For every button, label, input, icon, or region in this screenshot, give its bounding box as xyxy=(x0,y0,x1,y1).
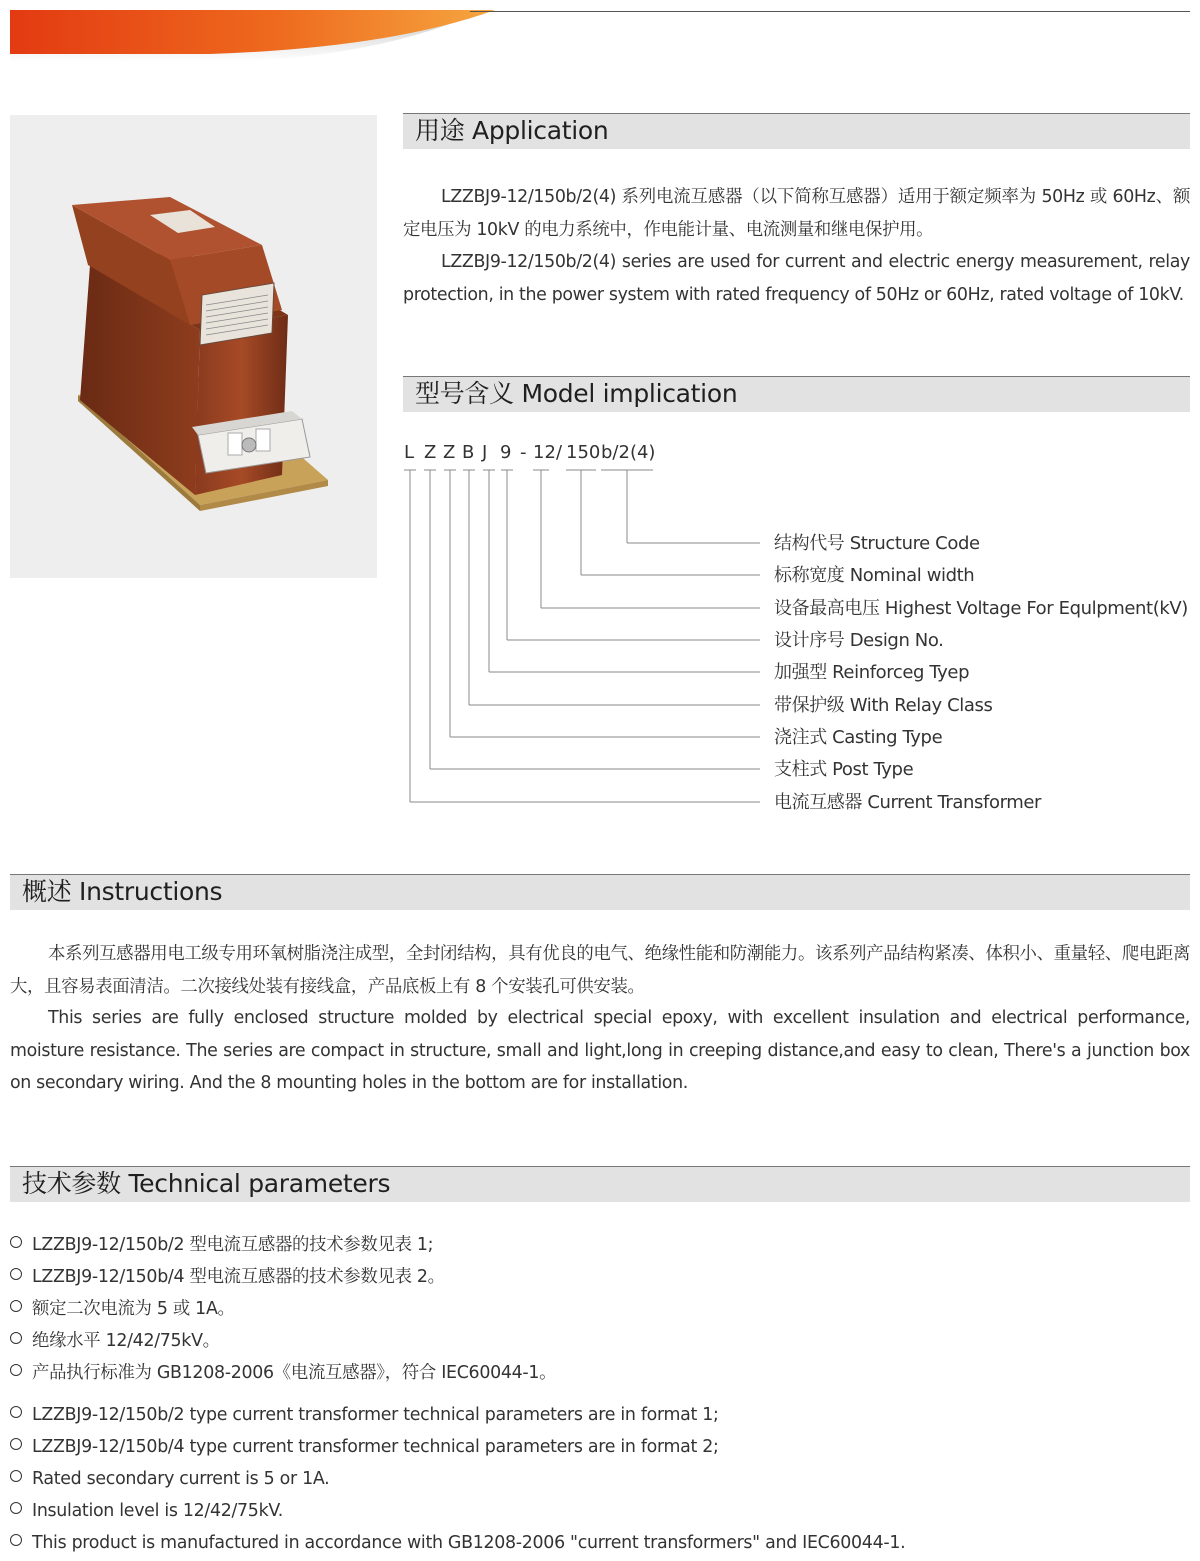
tech-bullet-en xyxy=(10,1467,329,1491)
model-code-char: L xyxy=(404,442,415,463)
legend-current-transformer: 电流互感器 Current Transformer xyxy=(774,792,1042,813)
application-paragraph-cn: LZZBJ9-12/150b/2(4) 系列电流互感器（以下简称互感器）适用于额定频率为 50Hz 或 60Hz、额定电压为 10kV 的电力系统中，作电能计量、电流测量和继电保护用。 xyxy=(403,187,1190,240)
circle-bullet-icon xyxy=(10,1406,22,1418)
technical-title: 技术参数 Technical parameters xyxy=(22,1169,391,1198)
circle-bullet-icon xyxy=(10,1438,22,1450)
tech-bullet-en xyxy=(10,1531,905,1555)
bullet-text: Rated secondary current is 5 or 1A. xyxy=(32,1469,330,1489)
model-code-char: J xyxy=(482,442,488,463)
tech-bullet-en xyxy=(10,1499,283,1523)
bullet-text: 产品执行标准为 GB1208-2006《电流互感器》，符合 IEC60044-1。 xyxy=(32,1363,557,1383)
bullet-text: Insulation level is 12/42/75kV. xyxy=(32,1501,283,1521)
instructions-header xyxy=(10,874,1190,910)
circle-bullet-icon xyxy=(10,1534,22,1546)
bullet-text: LZZBJ9-12/150b/2 type current transformer technical parameters are in format 1; xyxy=(32,1405,719,1425)
legend-nominal-width: 标称宽度 Nominal width xyxy=(774,565,975,586)
model-code-char: 9 xyxy=(500,442,512,463)
model-code-char: b/2(4) xyxy=(601,442,656,463)
application-title: 用途 Application xyxy=(415,116,609,145)
tech-bullet-cn xyxy=(10,1233,433,1257)
legend-relay-class: 带保护级 With Relay Class xyxy=(774,695,993,716)
circle-bullet-icon xyxy=(10,1364,22,1376)
tech-bullet-cn xyxy=(10,1329,220,1353)
tech-bullet-cn xyxy=(10,1265,445,1289)
model-code-char: Z xyxy=(424,442,437,463)
instructions-title: 概述 Instructions xyxy=(22,877,223,906)
bullet-text: This product is manufactured in accordance with GB1208-2006 "current transformers" and IEC60044-1. xyxy=(32,1533,906,1553)
bullet-text: 绝缘水平 12/42/75kV。 xyxy=(32,1331,220,1351)
circle-bullet-icon xyxy=(10,1236,22,1248)
legend-design-no: 设计序号 Design No. xyxy=(774,630,944,651)
instructions-paragraph-en: This series are fully enclosed structure molded by electrical special epoxy, with excellent insulation and electrical performance, moisture resistance. The series are compact in structure, small and light,long in creeping distance,and easy to clean, There's a junction box on secondary wiring. And the 8 mounting holes in the bottom are for installation. xyxy=(10,1008,1190,1093)
legend-casting-type: 浇注式 Casting Type xyxy=(774,727,943,748)
model-code-char: 150 xyxy=(566,442,601,463)
model-code-char: - xyxy=(520,442,527,463)
technical-header xyxy=(10,1166,1190,1202)
bullet-text: LZZBJ9-12/150b/2 型电流互感器的技术参数见表 1; xyxy=(32,1235,434,1255)
circle-bullet-icon xyxy=(10,1300,22,1312)
tech-bullet-cn xyxy=(10,1297,235,1321)
legend-post-type: 支柱式 Post Type xyxy=(774,759,914,780)
tech-bullet-en xyxy=(10,1435,719,1459)
legend-structure-code: 结构代号 Structure Code xyxy=(774,533,980,554)
circle-bullet-icon xyxy=(10,1268,22,1280)
model-code-char: / xyxy=(556,442,563,463)
bullet-text: LZZBJ9-12/150b/4 型电流互感器的技术参数见表 2。 xyxy=(32,1267,445,1287)
model-code-char: B xyxy=(462,442,475,463)
model-title: 型号含义 Model implication xyxy=(415,379,738,408)
bullet-text: 额定二次电流为 5 或 1A。 xyxy=(32,1299,235,1319)
tech-bullet-cn xyxy=(10,1361,556,1385)
circle-bullet-icon xyxy=(10,1502,22,1514)
instructions-paragraph-cn: 本系列互感器用电工级专用环氧树脂浇注成型，全封闭结构，具有优良的电气、绝缘性能和防潮能力。该系列产品结构紧凑、体积小、重量轻、爬电距离大，且容易表面清洁。二次接线处装有接线盒，产品底板上有 8 个安装孔可供安装。 xyxy=(10,944,1190,997)
application-paragraph-en: LZZBJ9-12/150b/2(4) series are used for current and electric energy measurement, relay protection, in the power system with rated frequency of 50Hz or 60Hz, rated voltage of 10kV. xyxy=(403,252,1190,305)
legend-reinforced-type: 加强型 Reinforceg Tyep xyxy=(774,662,970,683)
model-code-char: 12 xyxy=(533,442,556,463)
legend-highest-voltage: 设备最高电压 Highest Voltage For Equlpment(kV) xyxy=(774,598,1188,619)
model-code-char: Z xyxy=(443,442,456,463)
bullet-text: LZZBJ9-12/150b/4 type current transformer technical parameters are in format 2; xyxy=(32,1437,719,1457)
circle-bullet-icon xyxy=(10,1470,22,1482)
tech-bullet-en xyxy=(10,1403,719,1427)
circle-bullet-icon xyxy=(10,1332,22,1344)
